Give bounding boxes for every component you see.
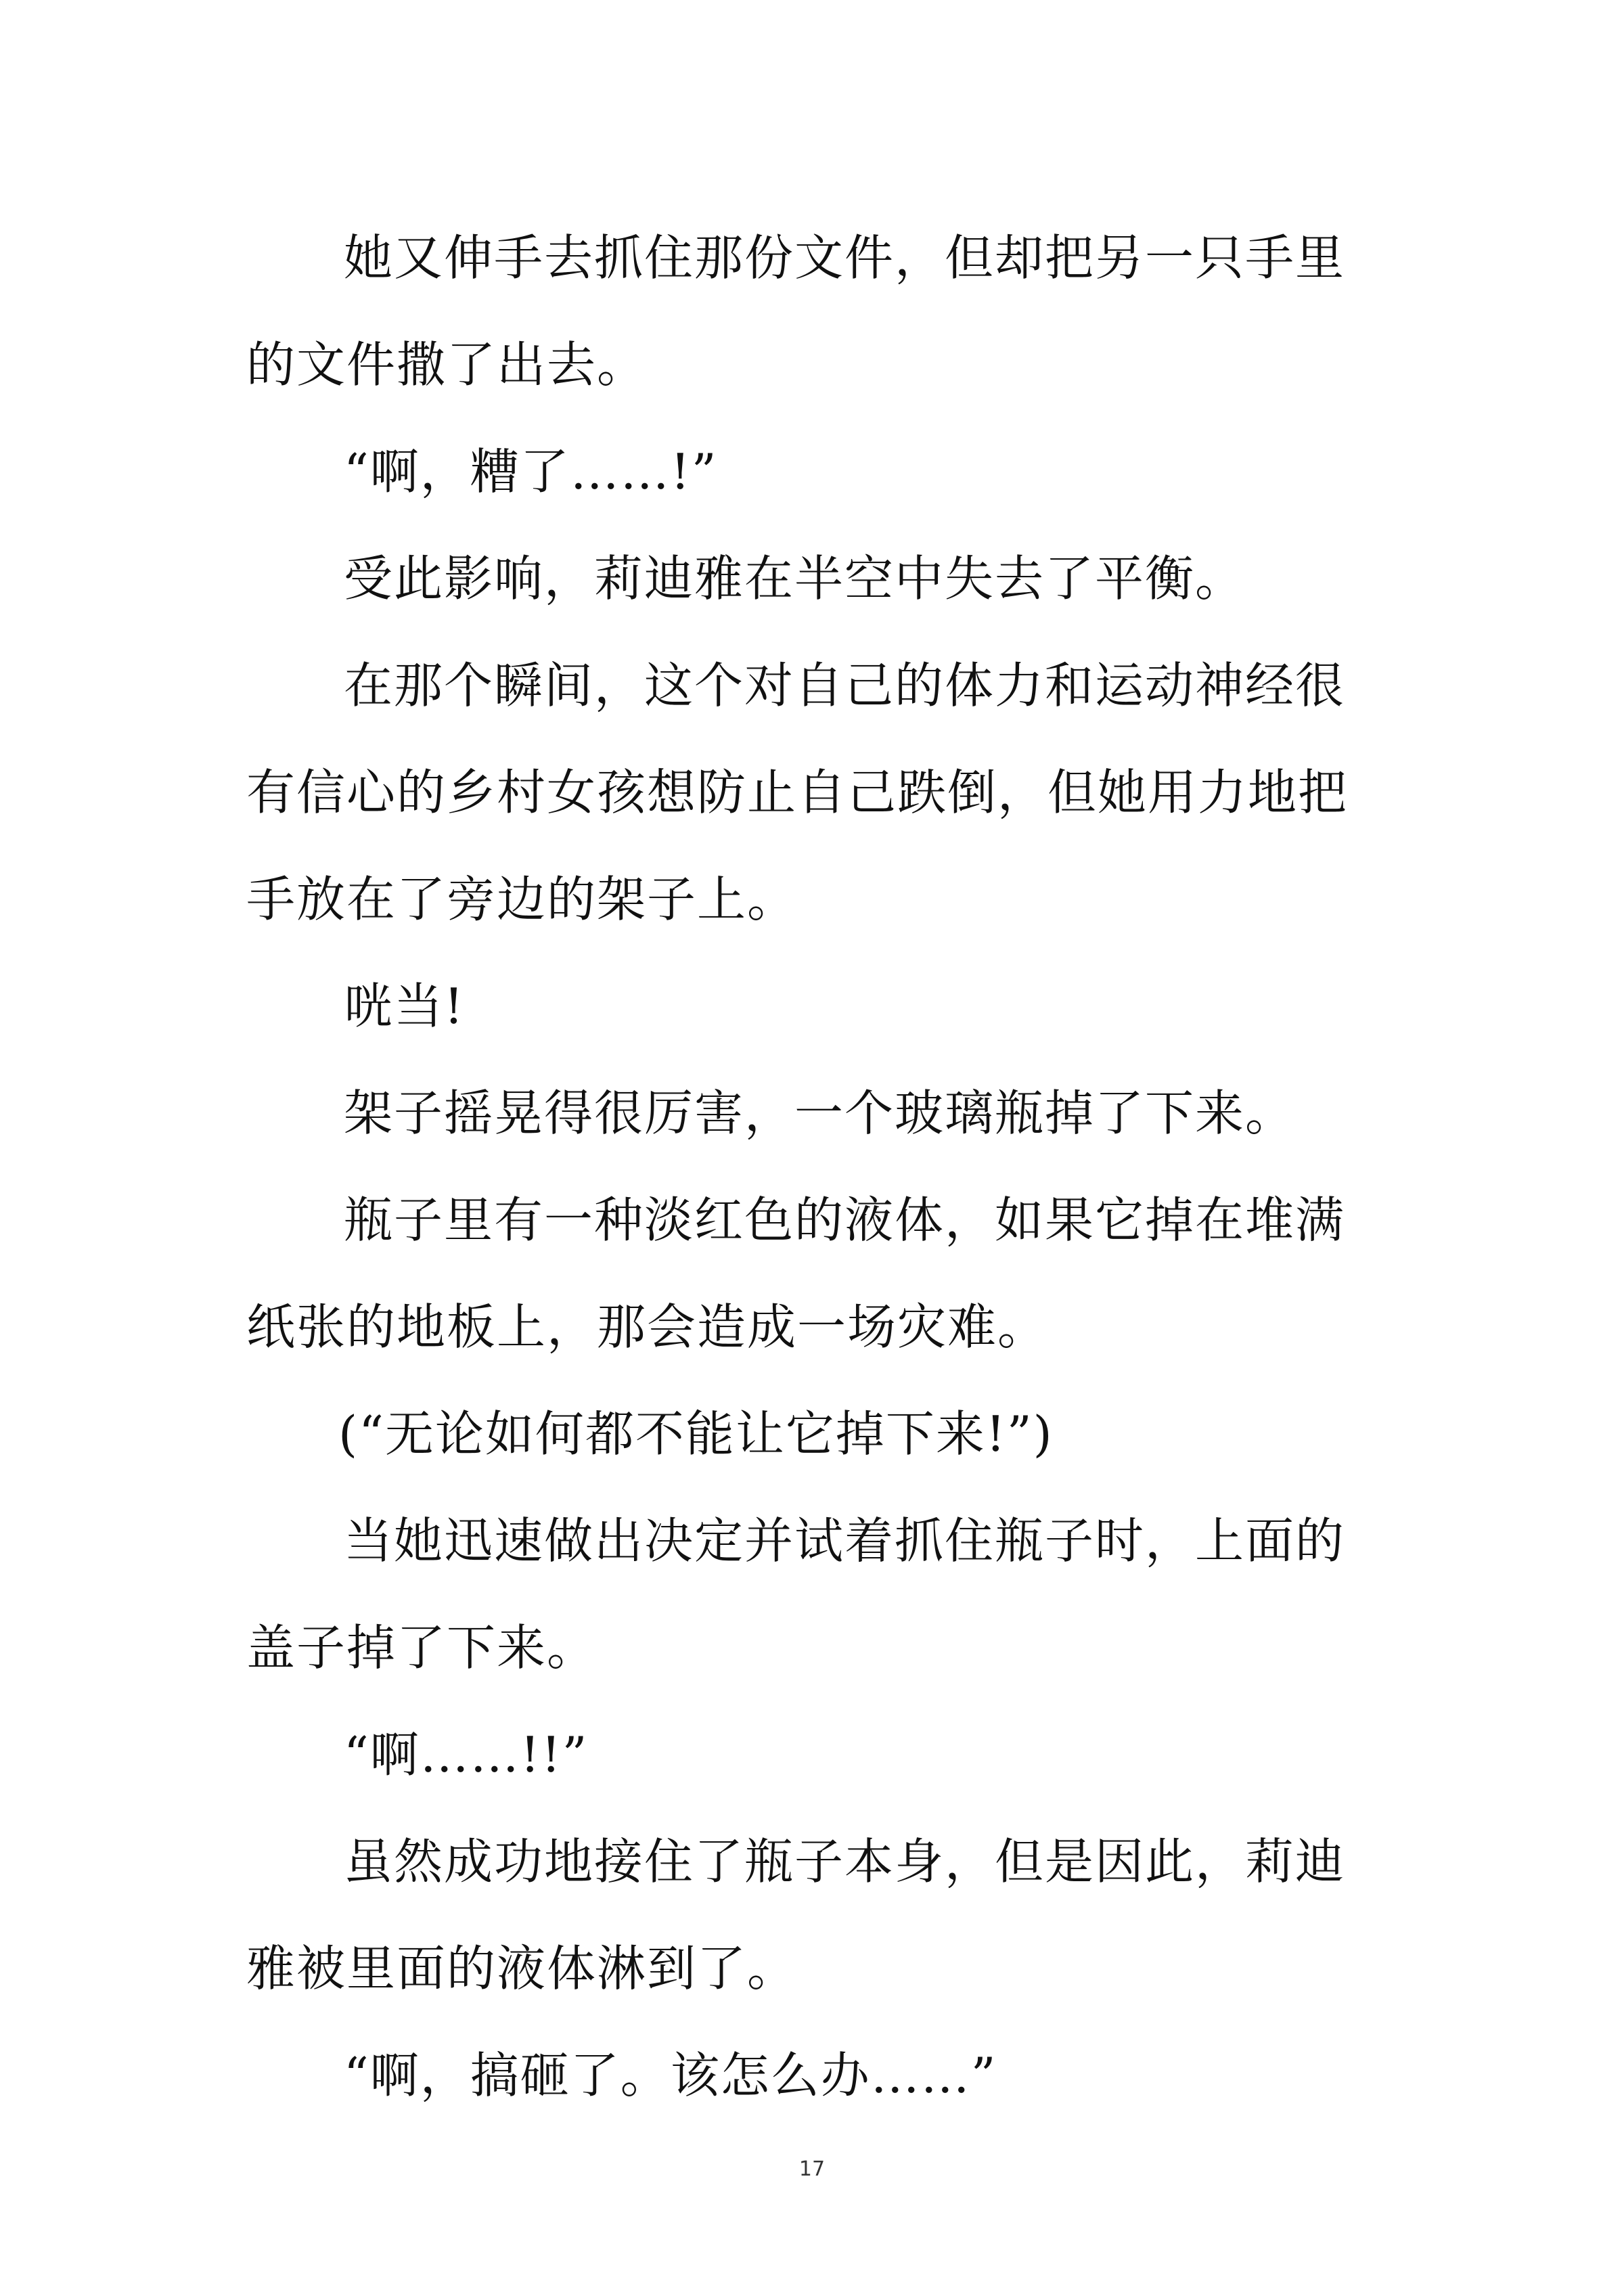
dialogue-line: “啊，糟了……!” (344, 443, 718, 500)
dialogue-line: “啊……!!” (344, 1726, 589, 1783)
dialogue-line: “啊，搞砸了。该怎么办……” (344, 2047, 997, 2104)
inner-thought-line: (“无论如何都不能让它掉下来!”) (338, 1405, 1054, 1462)
paragraph: 瓶子里有一种淡红色的液体，如果它掉在堆满纸张的地板上，那会造成一场灾难。 (246, 1192, 1346, 1355)
paragraph: 虽然成功地接住了瓶子本身，但是因此，莉迪雅被里面的液体淋到了。 (246, 1833, 1346, 1997)
paragraph: 在那个瞬间，这个对自己的体力和运动神经很有信心的乡村女孩想防止自己跌倒，但她用力地把手放在了旁边的架子上。 (246, 657, 1349, 928)
page-number: 17 (798, 2157, 826, 2181)
paragraph: 当她迅速做出决定并试着抓住瓶子时，上面的盖子掉了下来。 (246, 1512, 1346, 1676)
paragraph: 受此影响，莉迪雅在半空中失去了平衡。 (344, 550, 1246, 607)
body-text (246, 204, 1383, 2129)
paragraph: 她又伸手去抓住那份文件，但却把另一只手里的文件撒了出去。 (246, 229, 1346, 393)
paragraph: 架子摇晃得很厉害，一个玻璃瓶掉了下来。 (344, 1085, 1296, 1142)
sound-effect-line: 咣当! (344, 978, 465, 1035)
